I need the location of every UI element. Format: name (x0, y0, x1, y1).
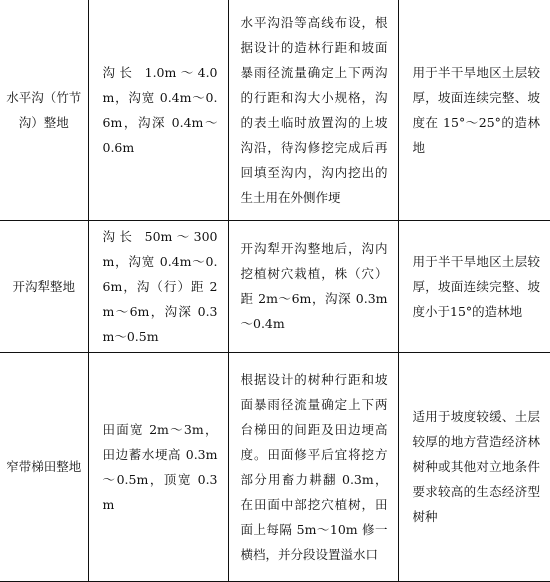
method-description-cell: 根据设计的树种行距和坡面暴雨径流量确定上下两台梯田的间距及田边埂高度。田面修平后宜将挖方部分用畜力耕翻 0.3m，在田面中部挖穴植树，田面上每隔 5m～10m 修一横档，并分段设置溢水口 (228, 352, 398, 581)
table-row (0, 352, 550, 581)
method-name-cell: 水平沟（竹节沟）整地 (0, 0, 88, 220)
spec-cell: 沟长 50m～300m，沟宽 0.4m～0.6m，沟（行）距 2m～6m，沟深 0.3m～0.5m (88, 220, 228, 352)
method-name-cell: 开沟犁整地 (0, 220, 88, 352)
applicable-scope-cell: 适用于坡度较缓、土层较厚的地方营造经济林树种或其他对立地条件要求较高的生态经济型树种 (398, 352, 550, 581)
method-description-cell: 开沟犁开沟整地后，沟内挖植树穴栽植，株（穴）距 2m～6m，沟深 0.3m～0.4m (228, 220, 398, 352)
method-name-cell: 窄带梯田整地 (0, 352, 88, 581)
applicable-scope-cell: 用于半干旱地区土层较厚，坡面连续完整、坡度小于15°的造林地 (398, 220, 550, 352)
table-row (0, 220, 550, 352)
spec-cell: 沟长 1.0m～4.0m，沟宽 0.4m～0.6m，沟深 0.4m～0.6m (88, 0, 228, 220)
applicable-scope-cell: 用于半干旱地区土层较厚，坡面连续完整、坡度在 15°～25°的造林地 (398, 0, 550, 220)
table-row (0, 0, 550, 220)
method-description-cell: 水平沟沿等高线布设，根据设计的造林行距和坡面暴雨径流量确定上下两沟的行距和沟大小规格，沟的表土临时放置沟的上坡沟沿，待沟修挖完成后再回填至沟内，沟内挖出的生土用在外侧作埂 (228, 0, 398, 220)
spec-cell: 田面宽 2m～3m，田边蓄水埂高 0.3m～0.5m，顶宽 0.3m (88, 352, 228, 581)
